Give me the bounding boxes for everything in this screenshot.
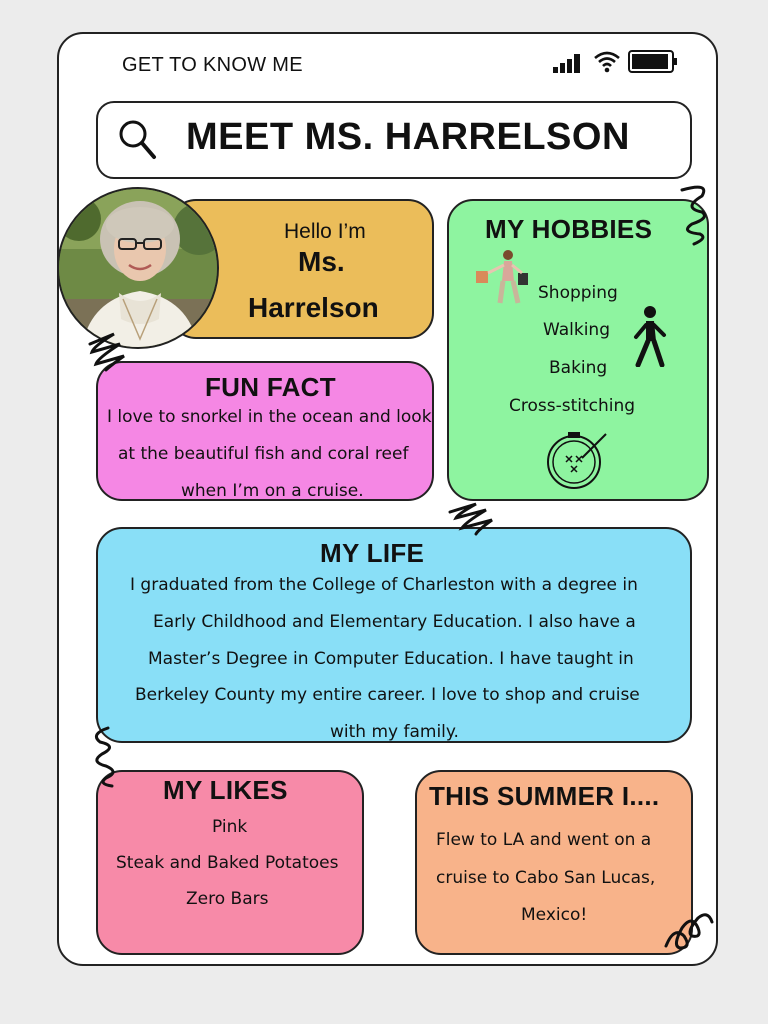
summer-line: cruise to Cabo San Lucas, — [436, 868, 656, 888]
page-title: MEET MS. HARRELSON — [186, 116, 630, 158]
name-line-2: Harrelson — [248, 292, 379, 323]
search-icon[interactable] — [118, 119, 158, 161]
hobbies-heading: MY HOBBIES — [485, 214, 653, 244]
hobby-item: Cross-stitching — [509, 396, 636, 416]
status-title: GET TO KNOW ME — [122, 54, 303, 76]
signal-icon — [553, 51, 585, 75]
name-line-1: Ms. — [298, 246, 345, 277]
walking-person-icon — [628, 305, 668, 367]
squiggle-decoration — [446, 500, 496, 540]
my-likes-heading: MY LIKES — [163, 775, 288, 805]
like-item: Steak and Baked Potatoes — [116, 853, 339, 873]
hobby-item: Walking — [543, 320, 610, 340]
wifi-icon — [593, 50, 621, 74]
squiggle-decoration — [662, 906, 718, 960]
this-summer-heading: THIS SUMMER I.... — [429, 781, 660, 811]
greeting-text: Hello I’m — [284, 220, 366, 243]
profile-photo — [57, 187, 219, 349]
fun-fact-heading: FUN FACT — [205, 372, 336, 402]
like-item: Pink — [212, 817, 248, 837]
hobby-item: Shopping — [538, 283, 618, 303]
squiggle-decoration — [88, 724, 128, 790]
squiggle-decoration — [84, 330, 130, 374]
fun-fact-line: I love to snorkel in the ocean and look — [107, 407, 432, 427]
my-life-line: Berkeley County my entire career. I love to shop and cruise — [135, 685, 640, 705]
embroidery-hoop-icon — [546, 428, 610, 492]
squiggle-decoration — [672, 182, 712, 248]
summer-line: Mexico! — [521, 905, 588, 925]
my-life-line: Early Childhood and Elementary Education. I also have a — [153, 612, 636, 632]
my-life-line: Master’s Degree in Computer Education. I have taught in — [148, 649, 634, 669]
fun-fact-line: when I’m on a cruise. — [181, 481, 364, 501]
like-item: Zero Bars — [186, 889, 269, 909]
summer-line: Flew to LA and went on a — [436, 830, 652, 850]
battery-icon — [628, 50, 678, 74]
my-life-heading: MY LIFE — [320, 538, 425, 568]
shopping-woman-icon — [472, 247, 532, 309]
my-life-line: I graduated from the College of Charleston with a degree in — [130, 575, 638, 595]
hobby-item: Baking — [549, 358, 608, 378]
my-life-line: with my family. — [330, 722, 459, 742]
fun-fact-line: at the beautiful fish and coral reef — [118, 444, 409, 464]
